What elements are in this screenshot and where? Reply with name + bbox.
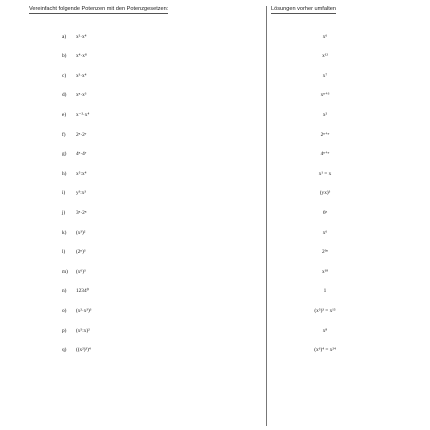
- exercise-expression: x⁴·x⁸: [76, 53, 87, 60]
- exercise-expression: x²·x⁴: [76, 33, 87, 40]
- solution-answer: 1: [323, 288, 327, 295]
- exercise-label: m): [62, 268, 68, 275]
- exercise-row: [0, 190, 430, 202]
- exercise-label: o): [62, 307, 67, 314]
- exercise-expression: (x²·x³)³: [76, 307, 92, 314]
- task-heading: Vereinfacht folgende Potenzen mit den Potenzgesetzen:: [29, 6, 169, 12]
- exercise-row: [0, 34, 430, 46]
- exercise-row: [0, 171, 430, 183]
- exercise-label: i): [62, 190, 66, 197]
- exercise-label: l): [62, 249, 66, 256]
- exercise-expression: y³:x³: [76, 190, 86, 197]
- solution-answer: xⁿ⁺³: [320, 92, 330, 99]
- exercise-row: [0, 132, 430, 144]
- exercise-expression: 2ⁿ·2ʸ: [76, 131, 87, 138]
- solution-answer: x²: [322, 111, 328, 118]
- exercise-row: [0, 269, 430, 281]
- solution-answer: x⁷: [322, 72, 328, 79]
- exercise-expression: (x³)²: [76, 229, 86, 236]
- exercise-expression: 1234⁰: [76, 288, 89, 295]
- solution-answer: (yx)³: [319, 190, 331, 197]
- exercise-label: c): [62, 72, 67, 79]
- exercise-expression: ((x²)³)⁴: [76, 347, 91, 354]
- exercise-expression: x⁵:x⁴: [76, 170, 87, 177]
- exercise-row: [0, 288, 430, 300]
- exercise-label: f): [62, 131, 66, 138]
- exercise-row: [0, 249, 430, 261]
- exercise-label: j): [62, 209, 66, 216]
- exercise-row: [0, 73, 430, 85]
- exercise-expression: (x⁶)³: [76, 268, 86, 275]
- solution-answer: x¹ = x: [318, 170, 332, 177]
- exercise-row: [0, 347, 430, 359]
- exercise-label: a): [62, 33, 67, 40]
- exercise-row: [0, 210, 430, 222]
- exercise-label: p): [62, 327, 67, 334]
- exercise-row: [0, 308, 430, 320]
- exercise-label: e): [62, 111, 67, 118]
- solution-answer: x¹²: [322, 53, 328, 60]
- solution-answer: (x⁶)⁴ = x²⁴: [314, 347, 336, 354]
- solutions-heading: Lösungen vorher umfalten: [271, 6, 336, 12]
- solution-answer: x⁸: [322, 327, 328, 334]
- exercise-row: [0, 112, 430, 124]
- solution-answer: 4ⁿ⁺ʸ: [320, 151, 330, 158]
- exercise-expression: 3ⁿ·2ⁿ: [76, 209, 87, 216]
- exercise-label: h): [62, 170, 67, 177]
- exercise-row: [0, 328, 430, 340]
- exercise-label: d): [62, 92, 67, 99]
- exercise-row: [0, 230, 430, 242]
- exercise-expression: xⁿ·x³: [76, 92, 87, 99]
- exercise-label: b): [62, 53, 67, 60]
- exercise-row: [0, 92, 430, 104]
- solution-answer: x⁶: [322, 33, 328, 40]
- exercise-label: n): [62, 288, 67, 295]
- exercise-label: q): [62, 347, 67, 354]
- solution-answer: (x⁵)³ = x¹⁵: [314, 307, 336, 314]
- solution-answer: x⁶: [322, 229, 328, 236]
- exercise-row: [0, 151, 430, 163]
- exercise-row: [0, 53, 430, 65]
- exercise-label: k): [62, 229, 67, 236]
- exercise-expression: x⁻²·x⁴: [76, 111, 90, 118]
- solution-answer: 2ⁿ⁺ʸ: [320, 131, 330, 138]
- solution-answer: 2³ⁿ: [322, 249, 328, 256]
- exercise-expression: (2ⁿ)³: [76, 249, 86, 256]
- exercise-label: g): [62, 151, 67, 158]
- exercise-expression: (x⁵:x)²: [76, 327, 90, 334]
- exercise-expression: 4ⁿ·4ʸ: [76, 151, 87, 158]
- solution-answer: 6ⁿ: [322, 209, 328, 216]
- exercise-expression: x³·x⁴: [76, 72, 87, 79]
- solution-answer: x¹⁸: [321, 268, 329, 275]
